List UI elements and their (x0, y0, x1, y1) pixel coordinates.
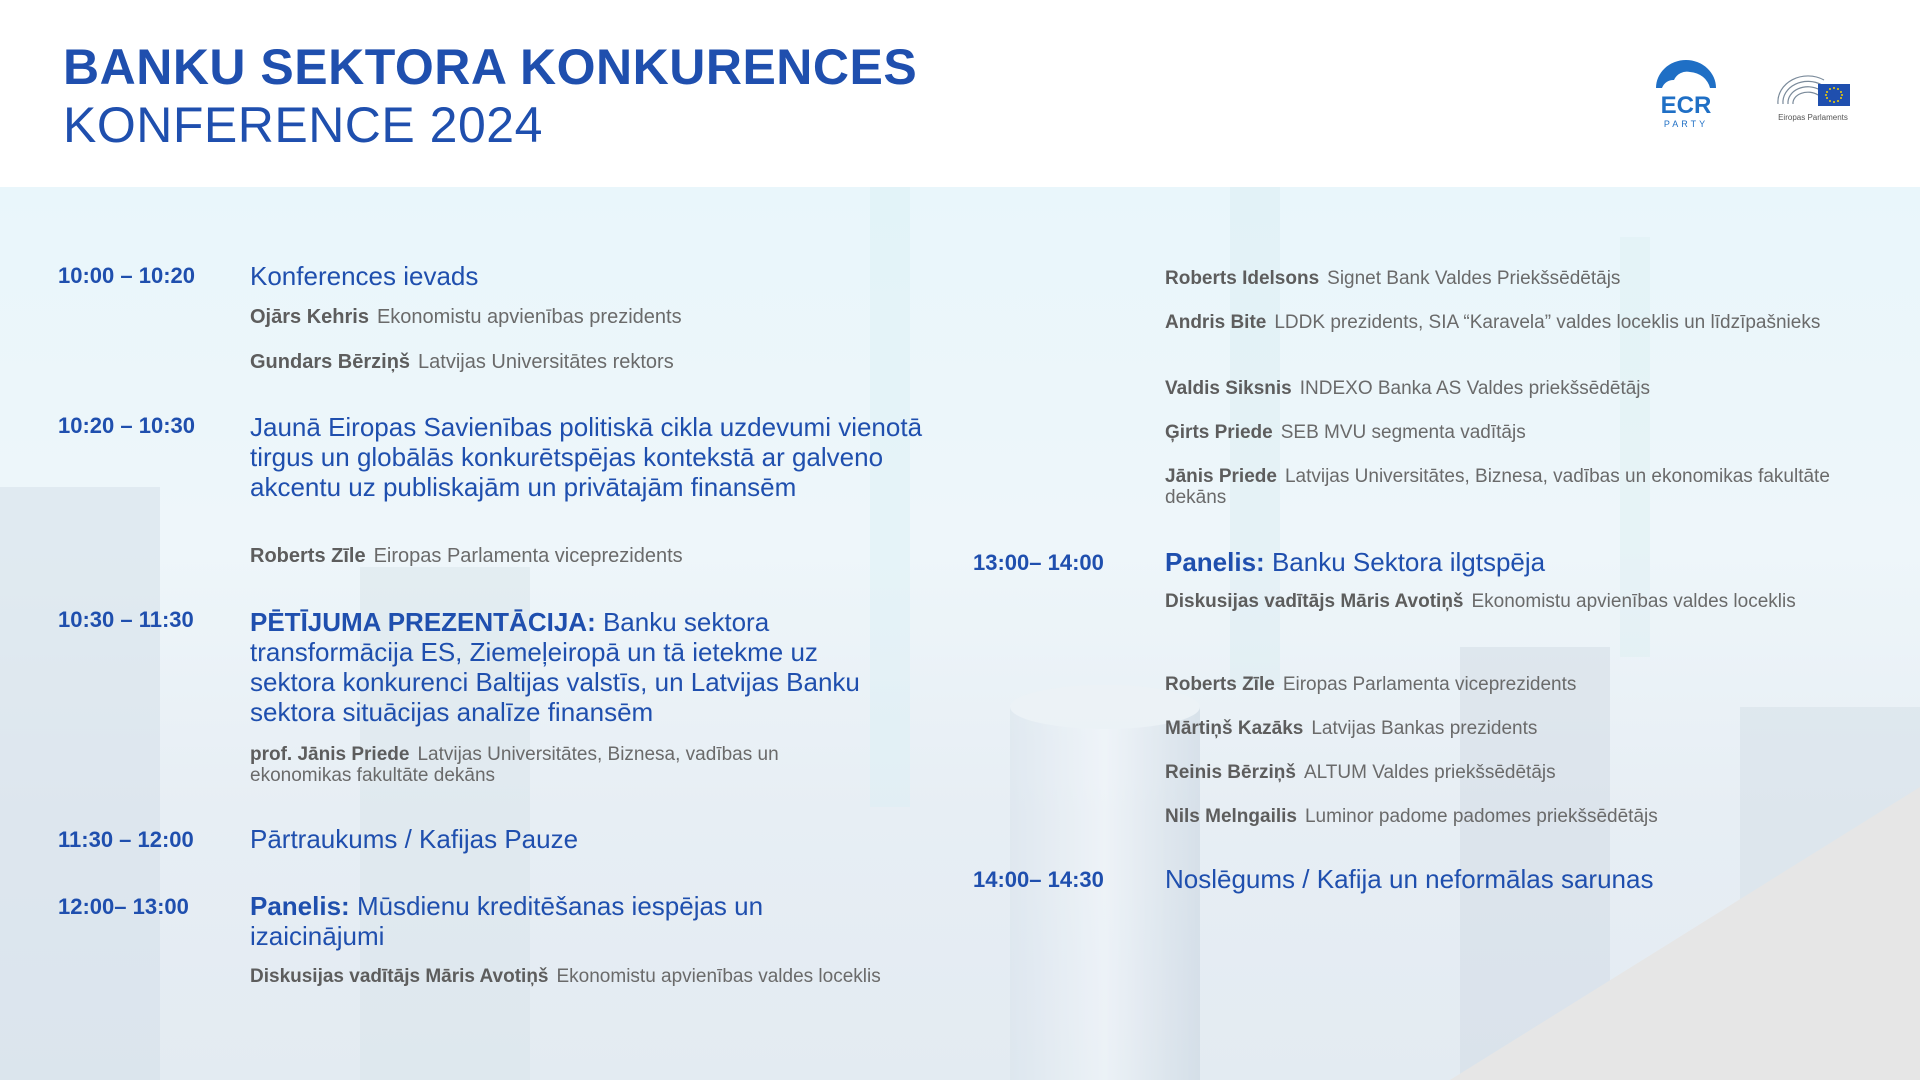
ecr-logo-text: ECR (1660, 92, 1712, 119)
speaker: Roberts Idelsons Signet Bank Valdes Priekšsēdētājs (1165, 268, 1621, 289)
session-time: 10:20 – 10:30 (58, 413, 195, 438)
session-title: Panelis: Banku Sektora ilgtspēja (1165, 547, 1546, 577)
moderator: Diskusijas vadītājs Māris Avotiņš Ekonomistu apvienības valdes loceklis (1165, 591, 1796, 612)
speaker: Mārtiņš Kazāks Latvijas Bankas prezidents (1165, 718, 1538, 739)
page-title-line1: BANKU SEKTORA KONKURENCES (63, 39, 918, 95)
speaker: Jānis Priede Latvijas Universitātes, Biznesa, vadības un ekonomikas fakultāte dekāns (1165, 466, 1830, 508)
speaker: Valdis Siksnis INDEXO Banka AS Valdes priekšsēdētājs (1165, 378, 1651, 399)
european-parliament-logo (1774, 68, 1852, 126)
session-title: PĒTĪJUMA PREZENTĀCIJA: Banku sektora transformācija ES, Ziemeļeiropā un tā ietekme uz sektora konkurenci Baltijas valstīs, un Latvijas Banku sektora situācijas analīze finansēm (250, 607, 860, 727)
session-time: 10:00 – 10:20 (58, 263, 195, 288)
speaker: Gundars Bērziņš Latvijas Universitātes rektors (250, 351, 674, 373)
session-time: 11:30 – 12:00 (58, 827, 194, 852)
speaker: Andris Bite LDDK prezidents, SIA “Karavela” valdes loceklis un līdzīpašnieks (1165, 312, 1821, 333)
ep-logo-text: Eiropas Parlaments (1778, 113, 1848, 122)
session-time: 12:00– 13:00 (58, 894, 189, 919)
speaker: prof. Jānis Priede Latvijas Universitātes, Biznesa, vadības un ekonomikas fakultāte dekāns (250, 744, 779, 786)
page-title-line2: KONFERENCE 2024 (63, 97, 543, 153)
session-title: Pārtraukums / Kafijas Pauze (250, 824, 579, 854)
speaker: Reinis Bērziņš ALTUM Valdes priekšsēdētājs (1165, 762, 1556, 783)
session-title: Panelis: Mūsdienu kreditēšanas iespējas un izaicinājumi (250, 891, 764, 951)
session-time: 13:00– 14:00 (973, 550, 1104, 575)
session-title: Noslēgums / Kafija un neformālas sarunas (1165, 864, 1654, 894)
session-title: Konferences ievads (250, 261, 479, 291)
session-time: 10:30 – 11:30 (58, 607, 194, 632)
speaker: Nils Melngailis Luminor padome padomes priekšsēdētājs (1165, 806, 1658, 827)
speaker: Roberts Zīle Eiropas Parlamenta viceprezidents (250, 545, 683, 567)
session-time: 14:00– 14:30 (973, 867, 1104, 892)
session-title: Jaunā Eiropas Savienības politiskā cikla uzdevumi vienotā tirgus un globālās konkurētspējas kontekstā ar galveno akcentu uz publiskajām un privātajām finansēm (250, 412, 923, 502)
ecr-party-logo (1650, 50, 1722, 130)
speaker: Ģirts Priede SEB MVU segmenta vadītājs (1165, 422, 1526, 443)
speaker: Roberts Zīle Eiropas Parlamenta viceprezidents (1165, 674, 1577, 695)
speaker: Ojārs Kehris Ekonomistu apvienības prezidents (250, 306, 682, 328)
header (0, 0, 1920, 187)
moderator: Diskusijas vadītājs Māris Avotiņš Ekonomistu apvienības valdes loceklis (250, 966, 881, 987)
ecr-logo-subtext: PARTY (1663, 119, 1709, 129)
